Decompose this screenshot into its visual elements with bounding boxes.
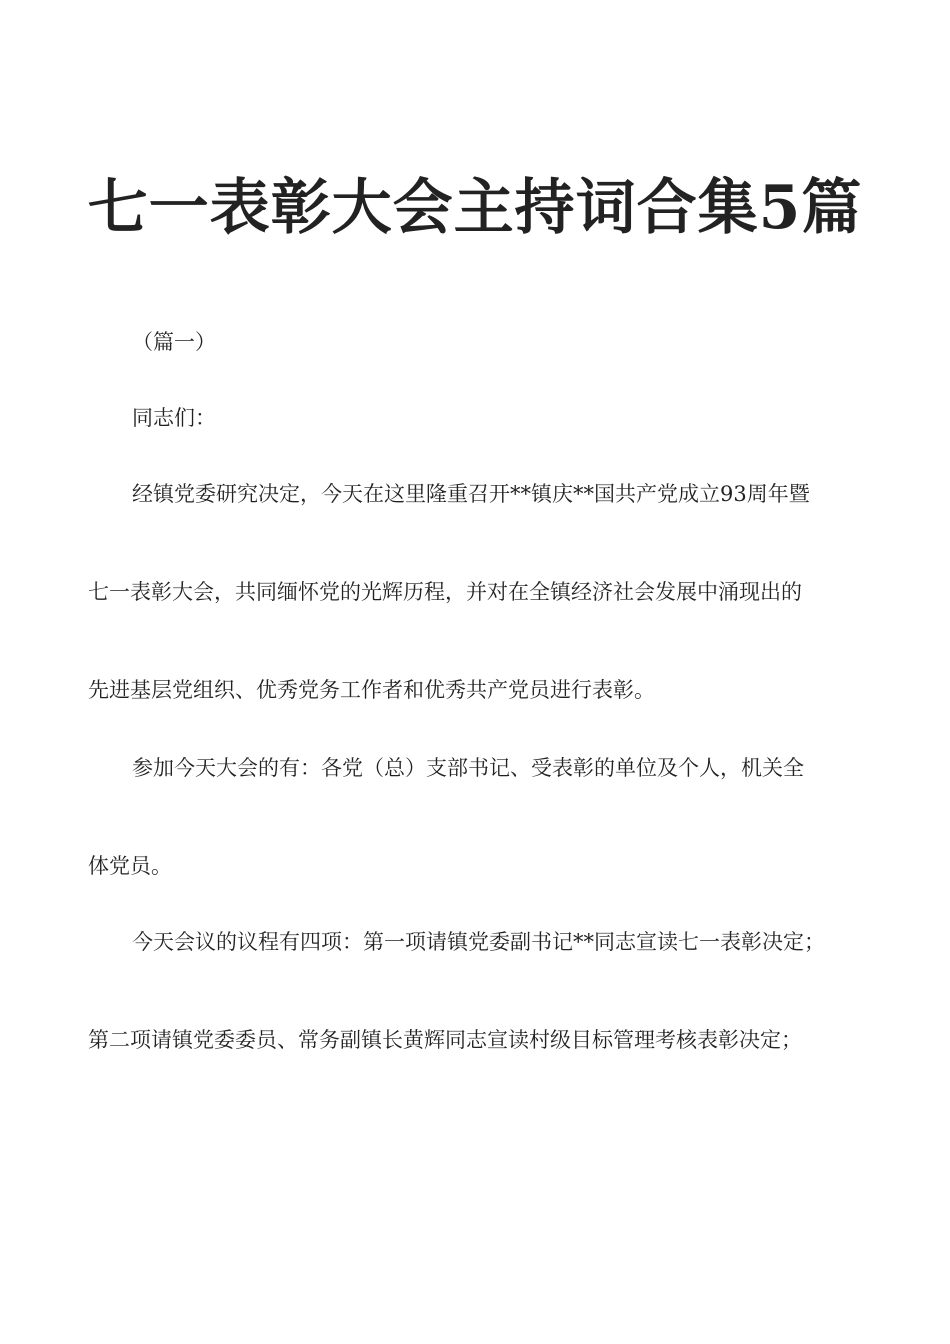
section-label: （篇一） xyxy=(132,330,216,354)
paragraph-1-line-2: 七一表彰大会，共同缅怀党的光辉历程，并对在全镇经济社会发展中涌现出的 xyxy=(88,580,802,604)
greeting: 同志们： xyxy=(132,406,216,430)
paragraph-3-line-1: 今天会议的议程有四项：第一项请镇党委副书记**同志宣读七一表彰决定； xyxy=(132,930,825,954)
paragraph-1-line-1: 经镇党委研究决定，今天在这里隆重召开**镇庆**国共产党成立93周年暨 xyxy=(132,482,810,506)
paragraph-2-line-1: 参加今天大会的有：各党（总）支部书记、受表彰的单位及个人，机关全 xyxy=(132,756,804,780)
paragraph-3-line-2: 第二项请镇党委委员、常务副镇长黄辉同志宣读村级目标管理考核表彰决定； xyxy=(88,1028,802,1052)
paragraph-1-line-3: 先进基层党组织、优秀党务工作者和优秀共产党员进行表彰。 xyxy=(88,678,655,702)
paragraph-2-line-2: 体党员。 xyxy=(88,854,172,878)
document-title: 七一表彰大会主持词合集5篇 xyxy=(87,173,863,244)
